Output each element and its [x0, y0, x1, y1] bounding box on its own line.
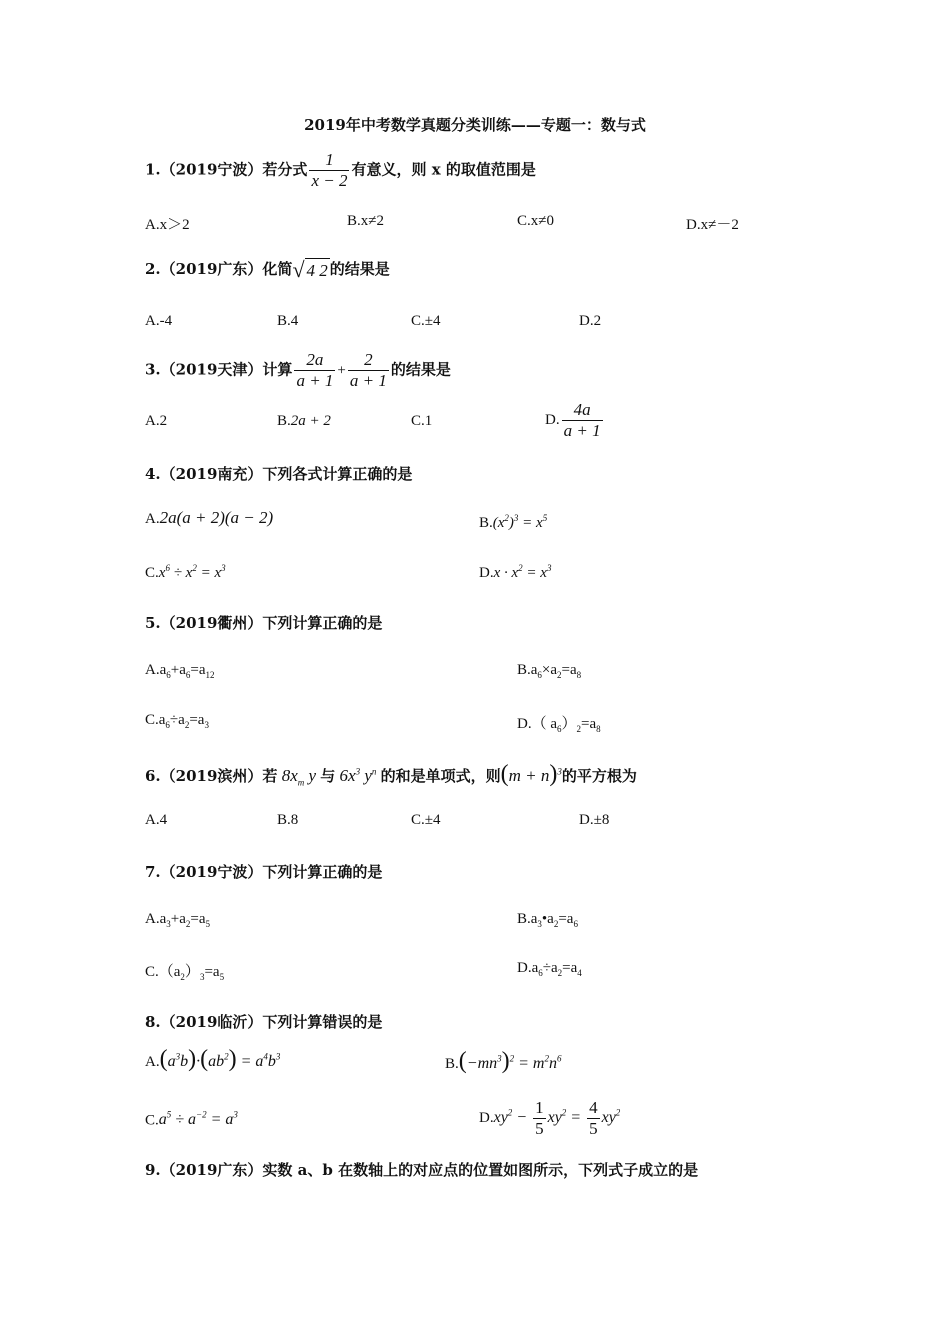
square-root: √ 4 2	[292, 257, 328, 282]
question-4: 4.（2019南充）下列各式计算正确的是	[145, 465, 413, 483]
q4-option-c: $C.x^6 \div x^2 = x^3$	[145, 563, 226, 581]
q1-option-b: B.x≠2	[347, 213, 384, 229]
q7-option-a: $A.a_3+a_2=a_5$	[145, 911, 210, 929]
q1-option-c: C.x≠0	[517, 213, 554, 229]
question-3: 3.（2019天津）计算 $\frac{2a}{a + 1}$ + $\frac{2}{a + 1}$ 的结果是	[145, 350, 451, 390]
q5-option-d: D.（ $a_6)_2=a_8$	[517, 716, 601, 734]
q8-option-b: $B.(-mn^3)^2 = m^2n^6$	[445, 1048, 562, 1074]
q2-option-d: D.2	[579, 313, 602, 329]
q5-option-b: $B.a_6\times a_2=a_8$	[517, 662, 582, 680]
question-9: 9.（2019广东）实数 a、b 在数轴上的对应点的位置如图所示，下列式子成立的是	[145, 1161, 699, 1179]
q3-option-a: A.2	[145, 413, 168, 429]
q3-option-d: D. $\frac{4a}{a + 1}$	[545, 400, 601, 440]
q8-option-a: $A.(a^3b)\cdot(ab^2) = a^4b^3$	[145, 1046, 281, 1072]
q3-option-b: B.2a + 2	[277, 413, 331, 429]
question-8: 8.（2019临沂）下列计算错误的是	[145, 1013, 383, 1031]
question-2: 2.（2019广东）化简 √ 4 2 的结果是	[145, 257, 390, 282]
q3-option-c: C.1	[411, 413, 433, 429]
q7-option-b: $B.a_3•a_2=a_6$	[517, 911, 578, 929]
page-title: 2019年中考数学真题分类训练——专题一：数与式	[304, 116, 646, 134]
q2-option-a: A.-4	[145, 313, 173, 329]
q4-option-d: $D.x \cdot x^2 = x^3$	[479, 563, 552, 581]
q1-option-a: A.x＞2	[145, 217, 190, 233]
question-6: 6.（2019滨州）若 $8x_m$ y 与 $6x^3$ $y^n$ 的和是单项式，则$(m + n)^3$的平方根为	[145, 761, 637, 788]
q6-option-d: D.±8	[579, 812, 610, 828]
question-7: 7.（2019宁波）下列计算正确的是	[145, 863, 383, 881]
q1-option-d: D.x≠－2	[686, 217, 739, 233]
q4-option-b: $B.(x^2)^3 = x^5$	[479, 513, 548, 531]
q2-option-b: B.4	[277, 313, 299, 329]
q7-option-d: $D.a_6\div a_2=a_4$	[517, 960, 582, 978]
q8-option-c: $C.a^5 \div a^{-2} = a^3$	[145, 1110, 238, 1129]
q4-option-a: A.2a(a + 2)(a − 2)	[145, 508, 274, 527]
q2-option-c: C.±4	[411, 313, 441, 329]
question-1: 1.（2019宁波）若分式 $\frac{1}{x - 2}$ 有意义，则 x 的取值范围是	[145, 150, 536, 190]
q5-option-c: $C.a_6\div a_2=a_3$	[145, 712, 209, 730]
q5-option-a: $A.a_6+a_6=a_{12}$	[145, 662, 215, 680]
question-5: 5.（2019衢州）下列计算正确的是	[145, 614, 383, 632]
q6-option-b: B.8	[277, 812, 299, 828]
q6-option-c: C.±4	[411, 812, 441, 828]
q8-option-d: $D.xy^2$ − $\frac{1}{5}$ $xy^2$ = $\frac{4}{5}$ $xy^2$	[479, 1098, 621, 1138]
q6-option-a: A.4	[145, 812, 168, 828]
fraction: $\frac{1}{x - 2}$	[311, 150, 348, 190]
q7-option-c: $C.(a_2)_3=a_5$	[145, 964, 225, 982]
